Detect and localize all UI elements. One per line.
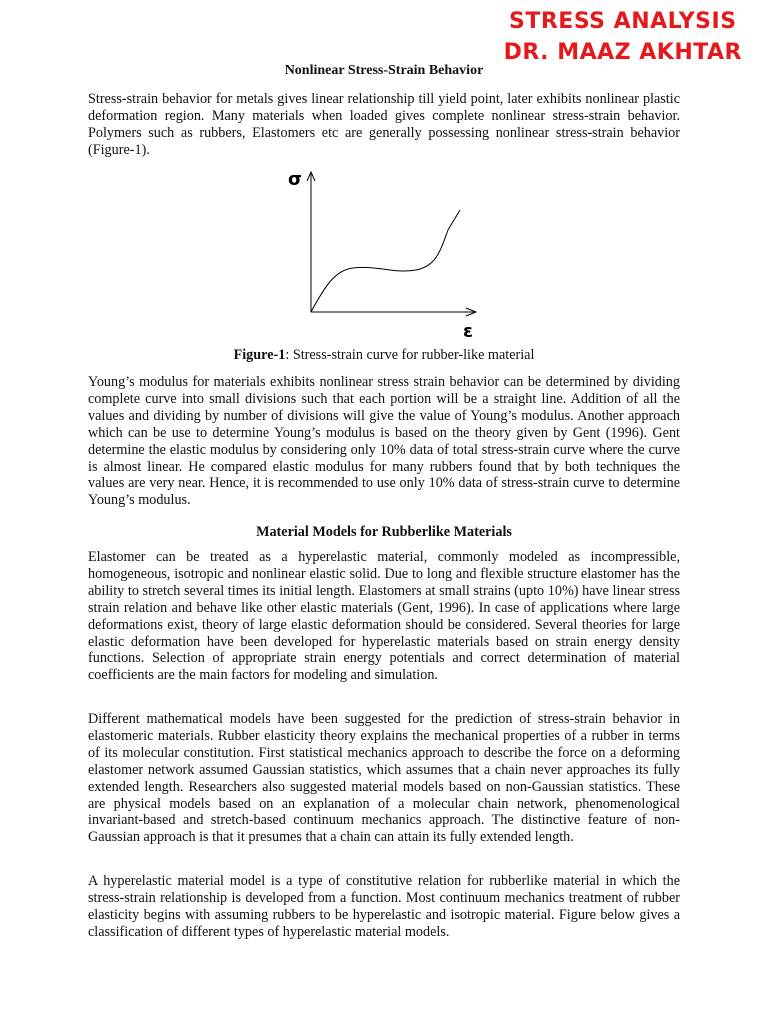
figure-caption-text: : Stress-strain curve for rubber-like material xyxy=(285,347,535,363)
x-axis-symbol: ε xyxy=(463,321,474,340)
paragraph-mathematical-models: Different mathematical models have been suggested for the prediction of stress-strain behavior in elastomeric materials. Rubber elasticity theory explains the mechanical properties of a rubber in terms of its molecular constitution. First statistical mechanics approach to describe the force on a deforming elastomer network assumed Gaussian statistics, which assumes that a chain never approaches its fully extended length. Researchers also suggested material models based on non-Gaussian statistics. These are physical models based on an explanation of a molecular chain network, phenomenological invariant-based and stretch-based continuum mechanics approach. The distinctive feature of non-Gaussian approach is that it presumes that a chain can attain its fully extended length. xyxy=(88,711,680,846)
y-axis-symbol: σ xyxy=(288,169,303,190)
header-author: DR. MAAZ AKHTAR xyxy=(503,40,742,65)
y-axis xyxy=(307,172,315,312)
x-axis xyxy=(311,308,476,316)
header-title: STRESS ANALYSIS xyxy=(509,9,737,34)
stress-strain-curve xyxy=(311,210,460,312)
figure-caption-label: Figure-1 xyxy=(233,347,286,363)
stress-strain-figure xyxy=(288,160,498,340)
header-stamp xyxy=(504,6,742,68)
section-title-material-models: Material Models for Rubberlike Materials xyxy=(256,524,512,540)
figure-caption xyxy=(88,347,680,364)
paragraph-elastomer: Elastomer can be treated as a hyperelastic material, commonly modeled as incompressible, homogeneous, isotropic and nonlinear elastic solid. Due to long and flexible structure elastomer has the ability to stretch several times its initial length. Elastomers at small strains (upto 10%) have linear stress strain relation and behave like other elastic materials (Gent, 1996). In case of applications where large deformations exist, theory of large elastic deformation should be considered. Several theories for large elastic deformation have been developed for hyperelastic materials based on strain energy density functions. Selection of appropriate strain energy potentials and correct determination of material coefficients are the main factors for modeling and simulation. xyxy=(88,549,680,684)
paragraph-intro: Stress-strain behavior for metals gives linear relationship till yield point, later exhibits nonlinear plastic deformation region. Many materials when loaded gives complete nonlinear stress-strain behavior. Polymers such as rubbers, Elastomers etc are generally possessing nonlinear stress-strain behavior (Figure-1). xyxy=(88,91,680,158)
paragraph-youngs-modulus: Young’s modulus for materials exhibits nonlinear stress strain behavior can be determined by dividing complete curve into small divisions such that each portion will be a straight line. Addition of all the values and dividing by number of divisions will give the value of Young’s modulus. Another approach which can be use to determine Young’s modulus is based on the theory given by Gent (1996). Gent determine the elastic modulus by considering only 10% data of total stress-strain curve where the curve is almost linear. He compared elastic modulus for many rubbers found that by both techniques the values are very near. Hence, it is recommended to use only 10% data of stress-strain curve to determine Young’s modulus. xyxy=(88,374,680,509)
section-title-nonlinear: Nonlinear Stress-Strain Behavior xyxy=(284,63,484,78)
paragraph-hyperelastic: A hyperelastic material model is a type of constitutive relation for rubberlike material in which the stress-strain relationship is developed from a function. Most continuum mechanics treatment of rubber elasticity begins with assuming rubbers to be hyperelastic and isotropic material. Figure below gives a classification of different types of hyperelastic material models. xyxy=(88,873,680,940)
